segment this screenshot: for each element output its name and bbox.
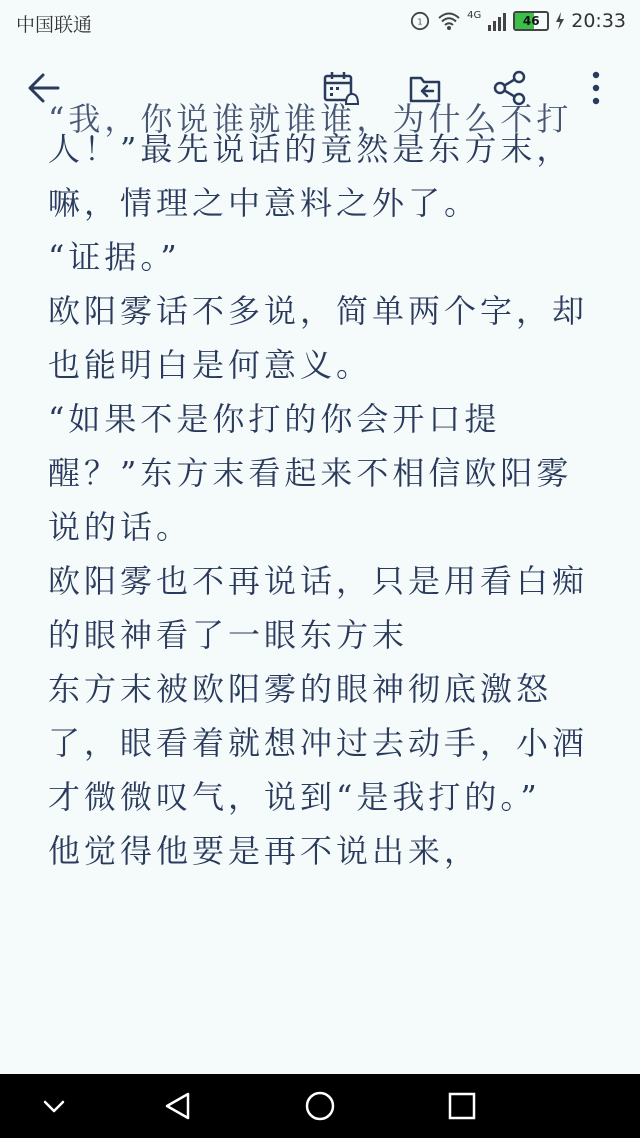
- charging-icon: [555, 11, 565, 31]
- square-recents-icon: [447, 1091, 477, 1121]
- status-icons: [409, 10, 626, 32]
- partial-text-line: “我，你说谁就谁谁，为什么不打: [48, 100, 573, 138]
- chevron-down-icon: [40, 1092, 68, 1120]
- circle-home-icon: [304, 1090, 336, 1122]
- triangle-back-icon: [162, 1090, 194, 1122]
- battery-level: 46: [522, 14, 540, 28]
- carrier-label: 中国联通: [16, 14, 93, 36]
- wifi-icon: [437, 11, 461, 31]
- nav-back-button[interactable]: [160, 1088, 196, 1124]
- paragraph: “如果不是你打的你会开口提醒？”东方末看起来不相信欧阳雾说的话。: [48, 400, 573, 546]
- paragraph: 欧阳雾也不再说话，只是用看白痴的眼神看了一眼东方末: [48, 562, 589, 654]
- status-bar: [0, 0, 640, 44]
- paragraph: 人！”最先说话的竟然是东方末，嘛，情理之中意料之外了。: [48, 130, 573, 222]
- clock: 20:33: [571, 10, 626, 32]
- paragraph: “证据。”: [48, 238, 181, 276]
- paragraph: 他觉得他要是再不说出来，: [48, 832, 481, 870]
- nav-home-button[interactable]: [302, 1088, 338, 1124]
- reader-content[interactable]: [48, 100, 608, 1056]
- hd-call-icon: [409, 11, 431, 31]
- svg-text:1: 1: [417, 16, 423, 27]
- battery-icon: [513, 11, 549, 31]
- hide-nav-button[interactable]: [36, 1088, 72, 1124]
- navigation-bar: [0, 1074, 640, 1138]
- nav-recents-button[interactable]: [444, 1088, 480, 1124]
- paragraph: 欧阳雾话不多说，简单两个字，却也能明白是何意义。: [48, 292, 589, 384]
- signal-icon: [487, 11, 507, 31]
- network-type-label: 4G: [467, 9, 482, 21]
- paragraph: 东方末被欧阳雾的眼神彻底激怒了，眼看着就想冲过去动手，小酒才微微叹气，说到“是我打的。”: [48, 670, 589, 816]
